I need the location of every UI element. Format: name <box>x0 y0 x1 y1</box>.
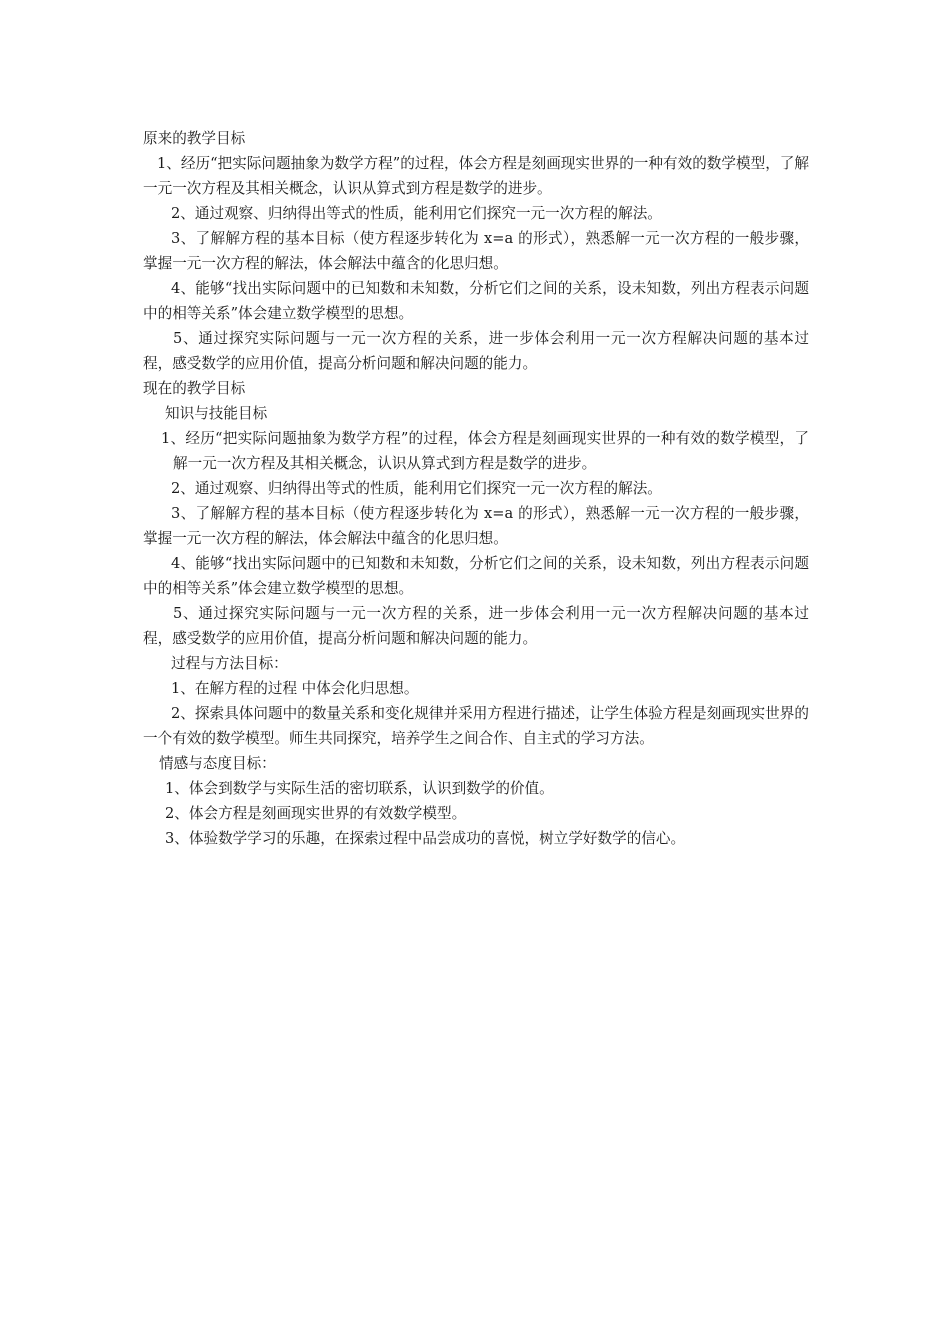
attitude-goals-heading: 情感与态度目标： <box>159 755 276 772</box>
process-goal-2: 2、探索具体问题中的数量关系和变化规律并采用方程进行描述，让学生体验方程是刻画现实世界的一个有效的数学模型。师生共同探究，培养学生之间合作、自主式的学习方法。 <box>143 705 809 747</box>
knowledge-goal-4: 4、能够“找出实际问题中的已知数和未知数，分析它们之间的关系，设未知数，列出方程表示问题中的相等关系”体会建立数学模型的思想。 <box>143 555 809 597</box>
attitude-goal-2: 2、体会方程是刻画现实世界的有效数学模型。 <box>165 805 467 822</box>
knowledge-goal-2: 2、通过观察、归纳得出等式的性质，能利用它们探究一元一次方程的解法。 <box>171 480 662 497</box>
process-goal-1: 1、在解方程的过程 中体会化归思想。 <box>171 680 419 697</box>
original-goal-1: 1、经历“把实际问题抽象为数学方程”的过程，体会方程是刻画现实世界的一种有效的数学模型，了解一元一次方程及其相关概念，认识从算式到方程是数学的进步。 <box>143 155 809 197</box>
attitude-goal-3: 3、体验数学学习的乐趣，在探索过程中品尝成功的喜悦，树立学好数学的信心。 <box>165 830 686 847</box>
current-goals-heading: 现在的教学目标 <box>143 380 246 397</box>
knowledge-goals-heading: 知识与技能目标 <box>165 405 268 422</box>
original-goal-3: 3、了解解方程的基本目标（使方程逐步转化为 x=a 的形式），熟悉解一元一次方程的一般步骤，掌握一元一次方程的解法，体会解法中蕴含的化思归想。 <box>143 230 809 272</box>
knowledge-goal-5: 5、通过探究实际问题与一元一次方程的关系，进一步体会利用一元一次方程解决问题的基本过程，感受数学的应用价值，提高分析问题和解决问题的能力。 <box>143 605 809 647</box>
original-goal-4: 4、能够“找出实际问题中的已知数和未知数，分析它们之间的关系，设未知数，列出方程表示问题中的相等关系”体会建立数学模型的思想。 <box>143 280 809 322</box>
original-goal-5: 5、通过探究实际问题与一元一次方程的关系，进一步体会利用一元一次方程解决问题的基本过程，感受数学的应用价值，提高分析问题和解决问题的能力。 <box>143 330 809 372</box>
original-goals-heading: 原来的教学目标 <box>143 130 246 147</box>
knowledge-goal-1: 1、经历“把实际问题抽象为数学方程”的过程，体会方程是刻画现实世界的一种有效的数学模型，了解一元一次方程及其相关概念，认识从算式到方程是数学的进步。 <box>161 430 809 472</box>
knowledge-goal-3: 3、了解解方程的基本目标（使方程逐步转化为 x=a 的形式），熟悉解一元一次方程的一般步骤，掌握一元一次方程的解法，体会解法中蕴含的化思归想。 <box>143 505 809 547</box>
attitude-goal-1: 1、体会到数学与实际生活的密切联系，认识到数学的价值。 <box>165 780 554 797</box>
document-body <box>143 126 809 851</box>
original-goal-2: 2、通过观察、归纳得出等式的性质，能利用它们探究一元一次方程的解法。 <box>171 205 662 222</box>
process-goals-heading: 过程与方法目标： <box>171 655 288 672</box>
